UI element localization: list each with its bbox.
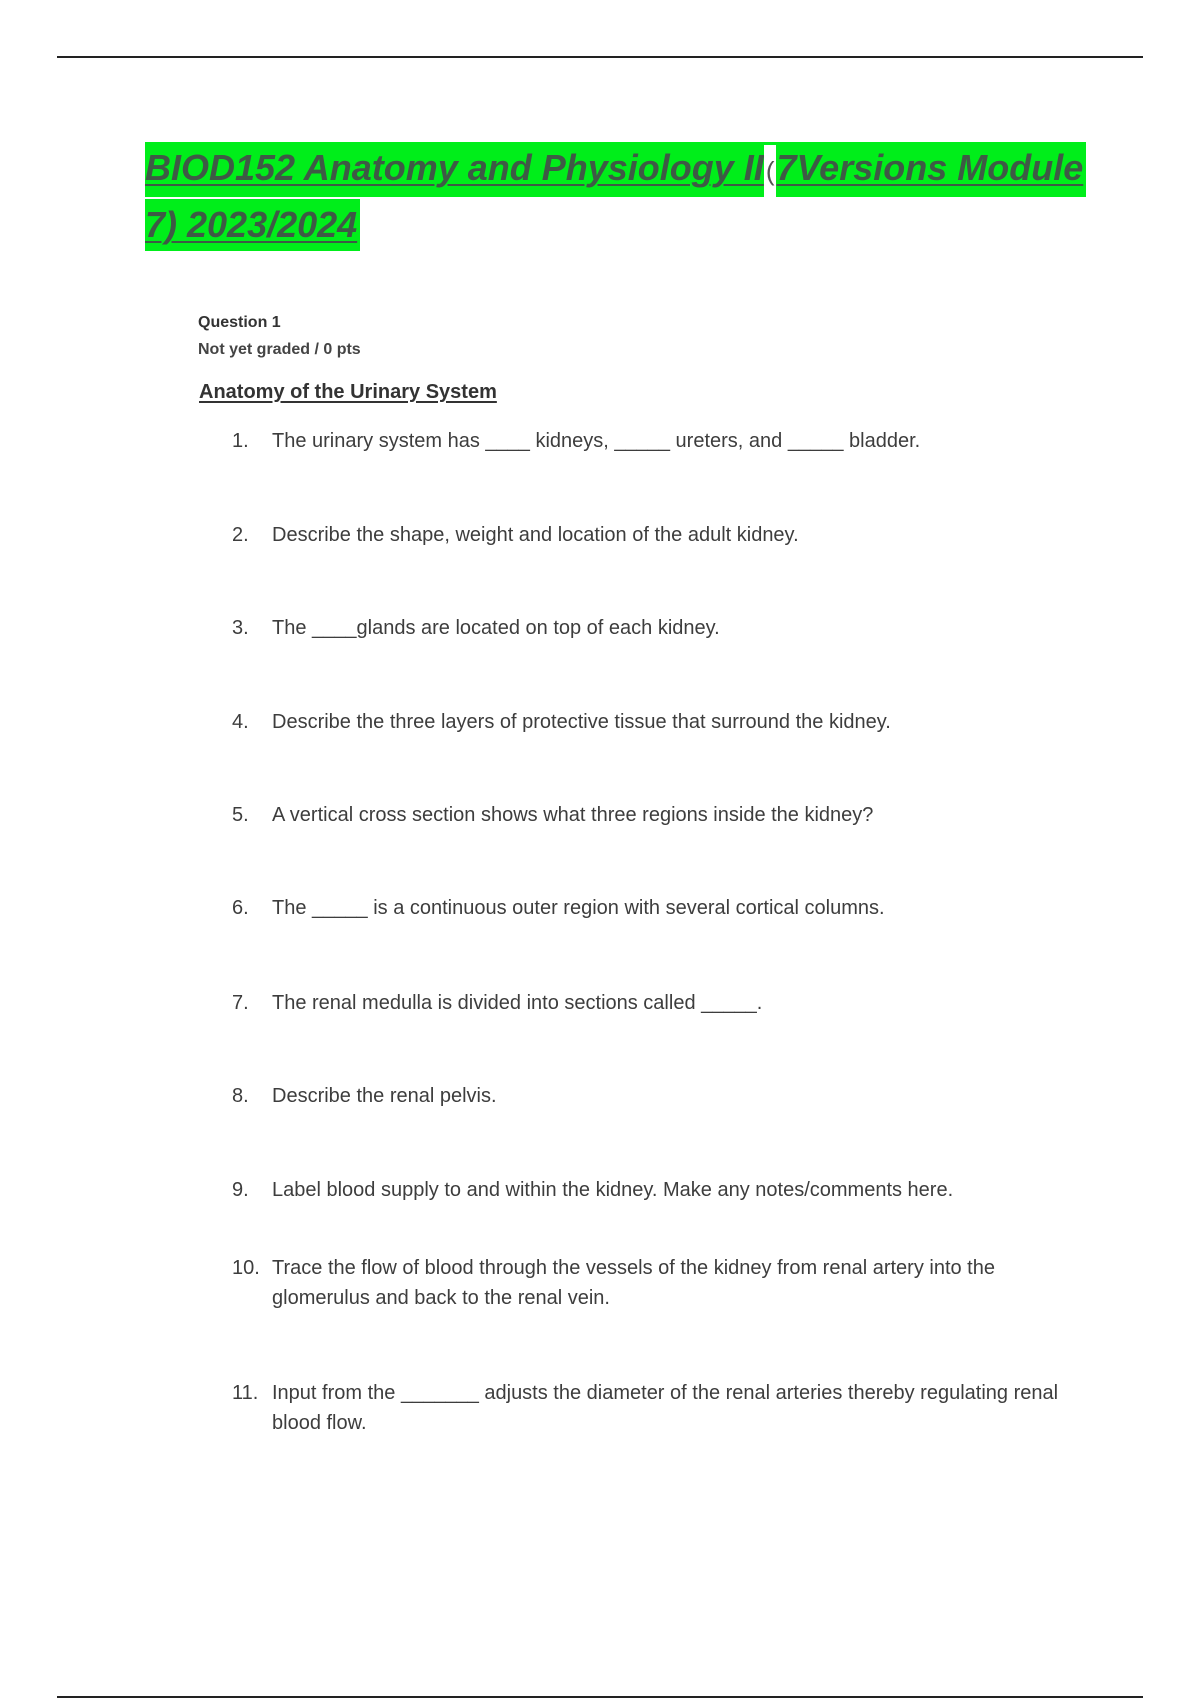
item-number: 1. — [232, 430, 249, 452]
title-separator: ( — [764, 145, 777, 197]
item-text: The urinary system has ____ kidneys, _____ ureters, and _____ bladder. — [272, 430, 921, 452]
item-number: 5. — [232, 804, 249, 826]
item-text: The ____glands are located on top of each kidney. — [272, 617, 720, 639]
item-number: 9. — [232, 1179, 249, 1201]
title-line-2: 7) 2023/2024 — [145, 199, 360, 251]
item-text: Trace the flow of blood through the vessels of the kidney from renal artery into the glomerulus and back to the renal vein. — [272, 1257, 995, 1309]
item-number: 7. — [232, 992, 249, 1014]
title-line-1: BIOD152 Anatomy and Physiology II(7Versions Module — [145, 142, 1086, 197]
item-number: 4. — [232, 711, 249, 733]
item-text: Describe the renal pelvis. — [272, 1085, 497, 1107]
list-item — [232, 613, 1092, 643]
item-text: The _____ is a continuous outer region with several cortical columns. — [272, 897, 885, 919]
section-heading: Anatomy of the Urinary System — [199, 381, 497, 403]
item-number: 2. — [232, 524, 249, 546]
document-title — [145, 142, 1084, 251]
list-item — [232, 1081, 1092, 1111]
item-number: 6. — [232, 897, 249, 919]
item-number: 8. — [232, 1085, 249, 1107]
top-rule — [57, 56, 1143, 58]
bottom-rule — [57, 1696, 1143, 1698]
list-item — [232, 707, 1092, 737]
question-header — [198, 309, 361, 363]
grading-status: Not yet graded / 0 pts — [198, 341, 361, 358]
item-text: Describe the three layers of protective tissue that surround the kidney. — [272, 711, 891, 733]
item-text: Describe the shape, weight and location of the adult kidney. — [272, 524, 799, 546]
list-item — [232, 520, 1092, 550]
list-item — [232, 988, 1092, 1018]
item-number: 11. — [232, 1382, 259, 1404]
list-item — [232, 893, 1092, 923]
item-number: 3. — [232, 617, 249, 639]
list-item — [232, 1175, 1092, 1205]
item-text: The renal medulla is divided into sections called _____. — [272, 992, 763, 1014]
list-item — [232, 1253, 1092, 1313]
item-text: Input from the _______ adjusts the diameter of the renal arteries thereby regulating renal blood flow. — [272, 1382, 1059, 1434]
item-number: 10. — [232, 1257, 260, 1279]
item-text: Label blood supply to and within the kidney. Make any notes/comments here. — [272, 1179, 954, 1201]
list-item — [232, 426, 1092, 456]
item-text: A vertical cross section shows what three regions inside the kidney? — [272, 804, 874, 826]
list-item — [232, 800, 1092, 830]
list-item — [232, 1378, 1092, 1438]
question-label: Question 1 — [198, 314, 281, 331]
